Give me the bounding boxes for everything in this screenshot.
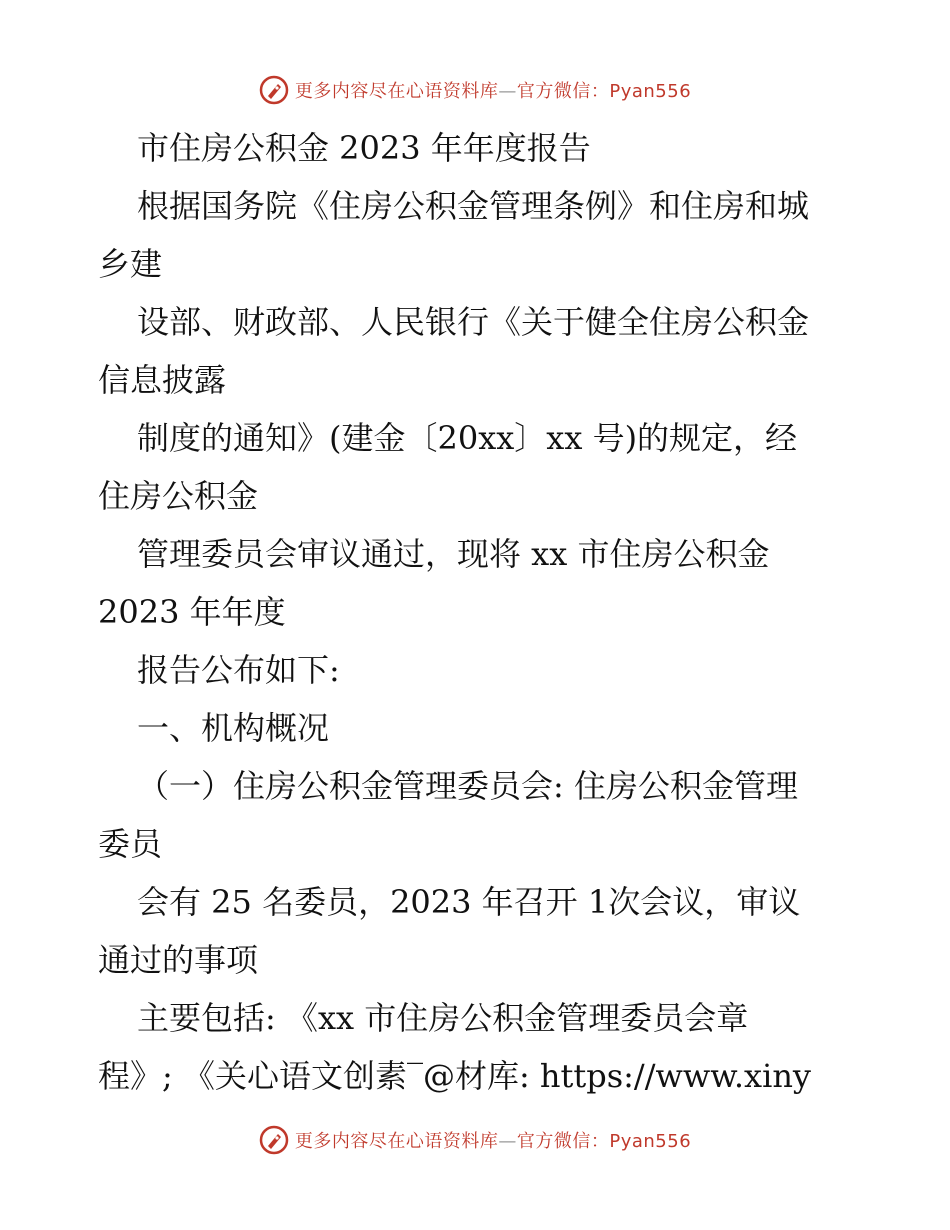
paragraph-line: 2023 年年度 [98, 593, 286, 631]
paragraph-line: 住房公积金 [98, 477, 259, 515]
watermark-text: 更多内容尽在心语资料库—官方微信：Pyan556 [294, 81, 692, 102]
footer-watermark [0, 1120, 950, 1160]
document-title: 市住房公积金 2023 年年度报告 [137, 129, 591, 167]
paragraph-line: 程》; 《关心语文创素‾@材库: https://www.xiny [98, 1057, 812, 1095]
paragraph-line: 报告公布如下: [137, 651, 340, 689]
paragraph-line: 主要包括: 《xx 市住房公积金管理委员会章 [137, 999, 749, 1037]
paragraph-line: 制度的通知》(建金〔20xx〕xx 号)的规定，经 [137, 419, 798, 457]
paragraph-line: 委员 [98, 825, 163, 863]
pen-logo-icon [259, 1125, 289, 1155]
paragraph-line: 信息披露 [98, 361, 227, 399]
paragraph-line: 根据国务院《住房公积金管理条例》和住房和城 [137, 187, 810, 225]
paragraph-line: 乡建 [98, 245, 163, 283]
paragraph-line: 会有 25 名委员，2023 年召开 1次会议，审议 [137, 883, 801, 921]
paragraph-line: 设部、财政部、人民银行《关于健全住房公积金 [137, 303, 810, 341]
paragraph-line: 通过的事项 [98, 941, 259, 979]
watermark-text: 更多内容尽在心语资料库—官方微信：Pyan556 [294, 1131, 692, 1152]
paragraph-line: （一）住房公积金管理委员会: 住房公积金管理 [137, 767, 798, 805]
section-heading: 一、机构概况 [137, 709, 330, 747]
paragraph-line: 管理委员会审议通过，现将 xx 市住房公积金 [137, 535, 770, 573]
